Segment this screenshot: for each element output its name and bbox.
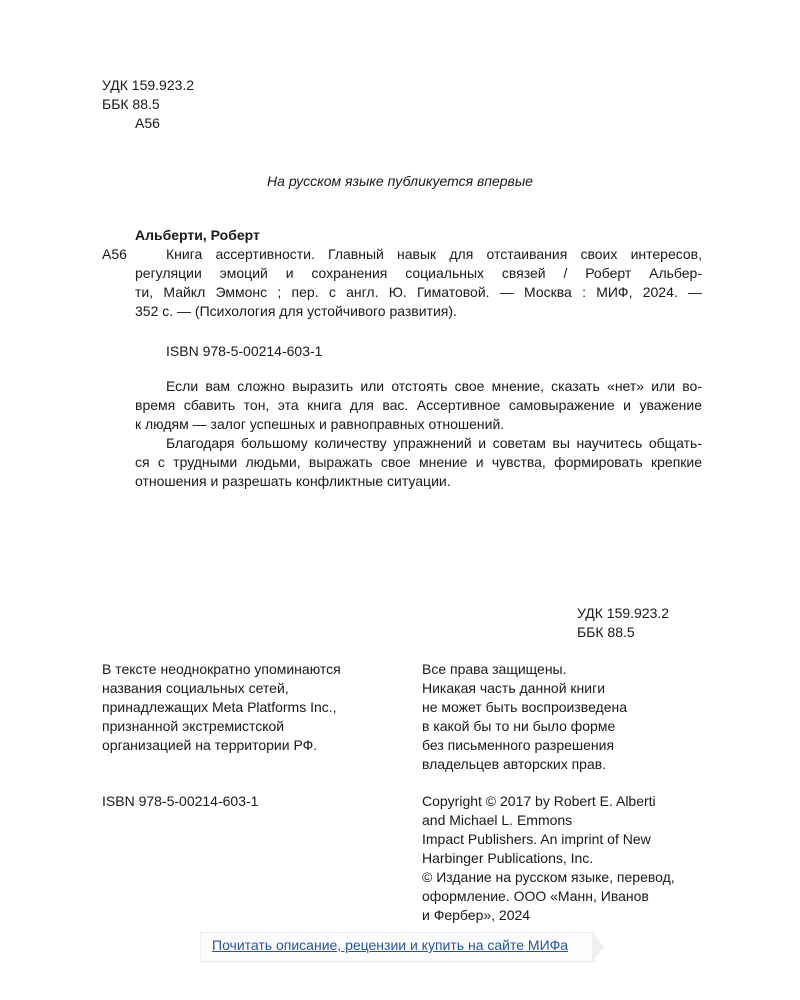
rights-notice-line: не может быть воспроизведена xyxy=(422,699,628,715)
bottom-udk-code: УДК 159.923.2 xyxy=(577,605,670,621)
bottom-isbn: ISBN 978-5-00214-603-1 xyxy=(102,793,259,809)
udk-code: УДК 159.923.2 xyxy=(102,77,195,93)
rights-notice xyxy=(422,660,627,774)
annotation-line: Если вам сложно выразить или отстоять свое мнение, сказать «нет» или во- xyxy=(166,378,702,394)
catalog-line: регуляции эмоций и сохранения социальных связей / Роберт Альбер- xyxy=(135,265,702,281)
rights-notice-line: Все права защищены. xyxy=(422,661,567,677)
copyright-line: Copyright © 2017 by Robert E. Alberti xyxy=(422,793,656,809)
rights-notice-line: без письменного разрешения xyxy=(422,737,615,753)
catalog-line: 352 с. — (Психология для устойчивого развития). xyxy=(135,303,457,319)
annotation-line: ся с трудными людьми, выражать свое мнение и чувства, формировать крепкие xyxy=(135,454,702,470)
copyright-line: Impact Publishers. An imprint of New xyxy=(422,831,651,847)
bottom-bbk-code: ББК 88.5 xyxy=(577,624,635,640)
copyright-block xyxy=(422,792,675,925)
copyright-line: Harbinger Publications, Inc. xyxy=(422,850,594,866)
catalog-line: Книга ассертивности. Главный навык для отстаивания своих интересов, xyxy=(166,246,702,262)
annotation xyxy=(135,377,702,491)
catalog-line: ти, Майкл Эммонс ; пер. с англ. Ю. Гиматовой. — Москва : МИФ, 2024. — xyxy=(135,284,702,300)
rights-notice-line: владельцев авторских прав. xyxy=(422,756,607,772)
copyright-line: и Фербер», 2024 xyxy=(422,907,531,923)
annotation-line: отношения и разрешать конфликтные ситуации. xyxy=(135,473,451,489)
annotation-line: Благодаря большому количеству упражнений и советам вы научитесь общать- xyxy=(166,435,702,451)
catalog-author: Альберти, Роберт xyxy=(135,227,260,243)
meta-notice-line: принадлежащих Meta Platforms Inc., xyxy=(102,699,337,715)
copyright-line: and Michael L. Emmons xyxy=(422,812,573,828)
catalog-description xyxy=(135,245,702,321)
footer-link-tab-arrow xyxy=(592,932,604,962)
catalog-mark: А56 xyxy=(102,246,127,262)
bbk-code: ББК 88.5 xyxy=(102,96,160,112)
meta-notice xyxy=(102,660,341,755)
bottom-codes xyxy=(577,604,669,642)
header-codes xyxy=(102,76,194,133)
copyright-line: оформление. ООО «Манн, Иванов xyxy=(422,888,649,904)
annotation-line: к людям — залог успешных и равноправных отношений. xyxy=(135,416,505,432)
rights-notice-line: Никакая часть данной книги xyxy=(422,680,606,696)
meta-notice-line: названия социальных сетей, xyxy=(102,680,289,696)
first-publication-note: На русском языке публикуется впервые xyxy=(267,173,533,189)
copyright-line: © Издание на русском языке, перевод, xyxy=(422,869,675,885)
author-mark: А56 xyxy=(135,115,160,131)
meta-notice-line: признанной экстремистской xyxy=(102,718,285,734)
catalog-isbn: ISBN 978-5-00214-603-1 xyxy=(166,343,323,359)
mif-shop-link[interactable]: Почитать описание, рецензии и купить на сайте МИФа xyxy=(212,937,569,953)
annotation-line: время сбавить тон, эта книга для вас. Ассертивное самовыражение и уважение xyxy=(135,397,702,413)
rights-notice-line: в какой бы то ни было форме xyxy=(422,718,616,734)
meta-notice-line: В тексте неоднократно упоминаются xyxy=(102,661,341,677)
meta-notice-line: организацией на территории РФ. xyxy=(102,737,318,753)
